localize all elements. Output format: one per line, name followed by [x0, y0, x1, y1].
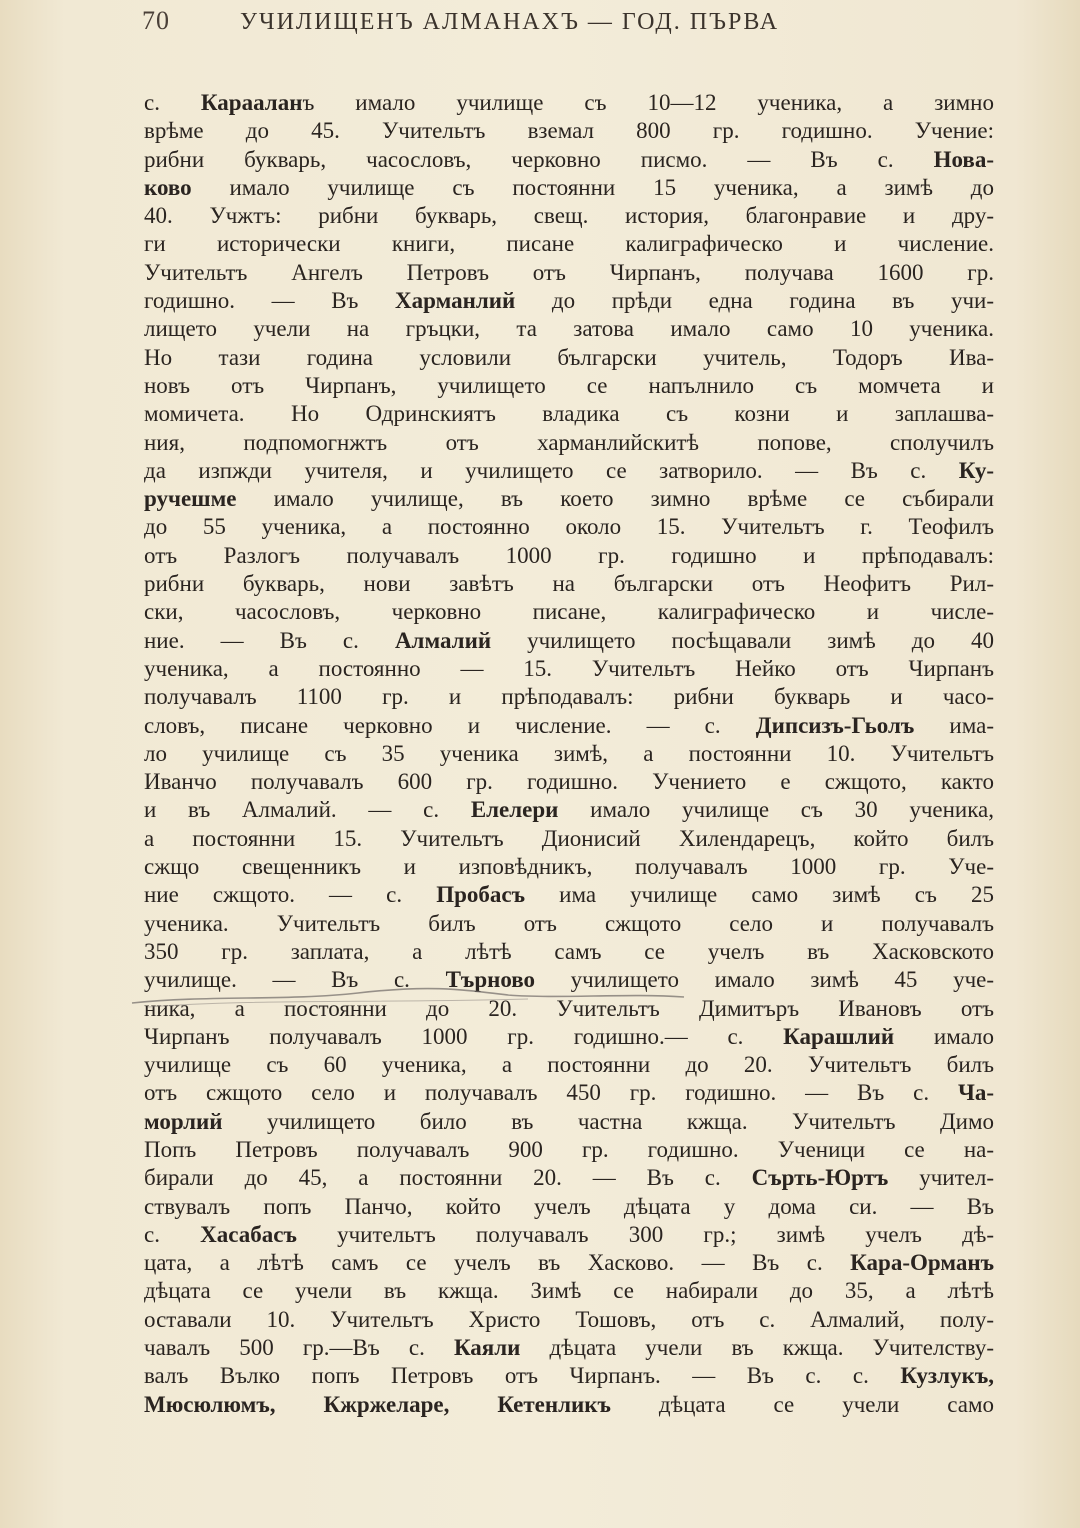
text-run: училището имало зимѣ 45 уче- [535, 967, 994, 993]
text-run: имало училище съ 30 ученика, [558, 797, 994, 823]
text-line [144, 89, 994, 117]
place-name: Алмалий [394, 627, 492, 653]
text-line [144, 881, 994, 909]
text-run: учител- [888, 1165, 994, 1191]
text-run: ученика, а постоянно — 15. Учительтъ Нейко отъ Чирпанъ [144, 655, 994, 681]
text-run: оставали 10. Учительтъ Христо Тошовъ, отъ с. Алмалий, полу- [144, 1306, 994, 1332]
text-run: учительтъ получавалъ 300 гр.; зимѣ учелъ дѣ- [296, 1221, 994, 1247]
text-line [144, 344, 994, 372]
place-name: морлий [144, 1108, 223, 1134]
text-run: ствувалъ попъ Панчо, който учелъ дѣцата у дома си. — Въ [144, 1193, 994, 1219]
text-line [144, 825, 994, 853]
text-line [144, 1391, 994, 1419]
text-line [144, 796, 994, 824]
text-run: момичета. Но Одринскиятъ владика съ козни и заплашва- [144, 401, 994, 427]
text-run: Иванчо получавалъ 600 гр. годишно. Учението е сжщото, както [144, 769, 994, 795]
text-run: ъ имало училище съ 10—12 ученика, а зимно [302, 90, 994, 115]
text-line [144, 1362, 994, 1390]
text-line [144, 513, 994, 541]
text-run: ние сжщото. — с. [144, 882, 437, 908]
text-run: ния, подпомогнжтъ отъ харманлийскитѣ попове, сполучилъ [144, 429, 994, 455]
text-run: отъ Разлогъ получавалъ 1000 гр. годишно и прѣподавалъ: [144, 542, 994, 568]
text-line [144, 1193, 994, 1221]
text-line [144, 457, 994, 485]
text-run: отъ сжщото село и получавалъ 450 гр. годишно. — Въ с. [144, 1080, 958, 1106]
place-name: Ча- [957, 1080, 994, 1106]
text-line [144, 1079, 994, 1107]
text-run: училище. — Въ с. [144, 967, 446, 993]
text-run: словъ, писане черковно и числение. — с. [144, 712, 756, 738]
text-run: Попъ Петровъ получавалъ 900 гр. годишно. Ученици се на- [144, 1136, 994, 1162]
text-line [144, 117, 994, 145]
text-run: новъ отъ Чирпанъ, училището се напълнило съ момчета и [144, 372, 994, 398]
text-line [144, 1334, 994, 1362]
place-name: Пробасъ [436, 882, 526, 908]
text-line [144, 570, 994, 598]
text-line [144, 542, 994, 570]
text-run: рибни букварь, часословъ, черковно писмо. — Въ с. [144, 146, 934, 172]
text-run: имало училище, въ което зимно врѣме се събирали [236, 486, 994, 512]
text-run: дѣцата се учели въ кжща. Зимѣ се набирали до 35, а лѣтѣ [144, 1278, 994, 1304]
text-line [144, 1136, 994, 1164]
text-line [144, 372, 994, 400]
running-title: УЧИЛИЩЕНЪ АЛМАНАХЪ — ГОД. ПЪРВА [240, 9, 780, 35]
place-name: Елелери [470, 797, 559, 823]
text-run: а постоянни 15. Учительтъ Дионисий Хилендарецъ, който билъ [144, 825, 994, 851]
place-name: Дипсизъ-Гьолъ [755, 712, 915, 738]
text-run: с. [144, 1221, 201, 1247]
text-line [144, 1221, 994, 1249]
text-line [144, 1023, 994, 1051]
text-run: до прѣди една година въ учи- [515, 288, 994, 314]
text-run: дѣцата се учели само [610, 1391, 994, 1417]
place-name: Ку- [958, 457, 994, 483]
text-line [144, 146, 994, 174]
place-name: Хасабасъ [200, 1221, 297, 1247]
text-line [144, 627, 994, 655]
text-run: бирали до 45, а постоянни 20. — Въ с. [144, 1165, 752, 1191]
text-line [144, 910, 994, 938]
text-line [144, 230, 994, 258]
text-line [144, 174, 994, 202]
text-run: дѣцата учели въ кжща. Учителству- [520, 1335, 994, 1361]
text-run: чавалъ 500 гр.—Въ с. [144, 1335, 454, 1361]
text-run: имало училище съ постоянни 15 ученика, а зимѣ до [191, 174, 994, 200]
text-run: има- [914, 712, 994, 738]
text-line [144, 315, 994, 343]
text-line [144, 202, 994, 230]
text-line [144, 287, 994, 315]
page-number: 70 [142, 6, 170, 35]
text-line [144, 1051, 994, 1079]
text-run: 350 гр. заплата, а лѣтѣ самъ се учелъ въ Хасковското [144, 938, 994, 964]
text-run: сжщо свещенникъ и изповѣдникъ, получавалъ 1000 гр. Уче- [144, 854, 994, 880]
place-name: Търново [445, 967, 536, 993]
text-line [144, 400, 994, 428]
text-run: лището учели на гръцки, та затова имало само 10 ученика. [144, 316, 994, 342]
text-run: Но тази година условили български учитель, Тодоръ Ива- [144, 344, 994, 370]
text-run: получавалъ 1100 гр. и прѣподавалъ: рибни букварь и часо- [144, 684, 994, 710]
text-run: да изпжди учителя, и училището се затворило. — Въ с. [144, 457, 959, 483]
text-run: има училище само зимѣ съ 25 [525, 882, 994, 908]
text-run: 40. Учжтъ: рибни букварь, свещ. история, благонравие и дру- [144, 203, 994, 229]
text-run: врѣме до 45. Учительтъ вземал 800 гр. годишно. Учение: [144, 118, 994, 144]
text-run: до 55 ученика, а постоянно около 15. Учительтъ г. Теофилъ [144, 514, 994, 540]
text-run: имало [894, 1023, 994, 1049]
place-name: Мюсюлюмъ, Кжржеларе, Кетенликъ [144, 1391, 611, 1417]
text-run: училището посѣщавали зимѣ до 40 [491, 627, 994, 653]
place-name: Кара-Орманъ [850, 1250, 994, 1276]
text-line [144, 1277, 994, 1305]
text-run: ски, часословъ, черковно писане, калиграфическо и числе- [144, 599, 994, 625]
text-run: училище съ 60 ученика, а постоянни до 20. Учительтъ билъ [144, 1052, 994, 1078]
text-line [144, 712, 994, 740]
text-run: Учительтъ Ангелъ Петровъ отъ Чирпанъ, получава 1600 гр. [144, 259, 994, 285]
text-run: ника, а постоянни до 20. Учительтъ Димитъръ Ивановъ отъ [144, 995, 994, 1021]
text-run: ученика. Учительтъ билъ отъ сжщото село и получавалъ [144, 910, 994, 936]
text-run: ние. — Въ с. [144, 627, 395, 653]
text-line [144, 938, 994, 966]
text-line [144, 1306, 994, 1334]
text-run: ги исторически книги, писане калиграфическо и числение. [144, 231, 994, 257]
place-name: Сърть-Юртъ [751, 1165, 889, 1191]
text-line [144, 655, 994, 683]
text-run: рибни букварь, нови завѣтъ на български отъ Неофитъ Рил- [144, 571, 994, 597]
text-run: цата, а лѣтѣ самъ се учелъ въ Хасково. — Въ с. [144, 1250, 851, 1276]
place-name: Кузлукъ, [900, 1363, 994, 1389]
text-line [144, 853, 994, 881]
text-line [144, 485, 994, 513]
place-name: Каяли [453, 1335, 521, 1361]
text-line [144, 259, 994, 287]
text-line [144, 1108, 994, 1136]
text-line [144, 966, 994, 994]
text-line [144, 598, 994, 626]
text-run: и въ Алмалий. — с. [144, 797, 471, 823]
place-name: ково [144, 174, 192, 200]
text-line [144, 740, 994, 768]
text-line [144, 1249, 994, 1277]
place-name: Харманлий [395, 288, 516, 314]
text-run: годишно. — Въ [144, 288, 396, 314]
text-run: училището било въ частна кжща. Учительтъ Димо [222, 1108, 994, 1134]
text-line [144, 768, 994, 796]
page-header [142, 6, 992, 40]
place-name: Нова- [933, 146, 994, 172]
text-run: валъ Вълко попъ Петровъ отъ Чирпанъ. — Въ с. с. [144, 1363, 901, 1389]
text-run: ло училище съ 35 ученика зимѣ, а постоянни 10. Учительтъ [144, 740, 994, 766]
place-name: Карашлий [783, 1023, 895, 1049]
text-run: с. [144, 90, 201, 115]
text-line [144, 429, 994, 457]
text-run: Чирпанъ получавалъ 1000 гр. годишно.— с. [144, 1023, 784, 1049]
place-name: Караалан [200, 90, 303, 115]
body-text [144, 89, 994, 1419]
place-name: ручешме [144, 486, 237, 512]
text-line [144, 995, 994, 1023]
text-line [144, 1164, 994, 1192]
text-line [144, 683, 994, 711]
